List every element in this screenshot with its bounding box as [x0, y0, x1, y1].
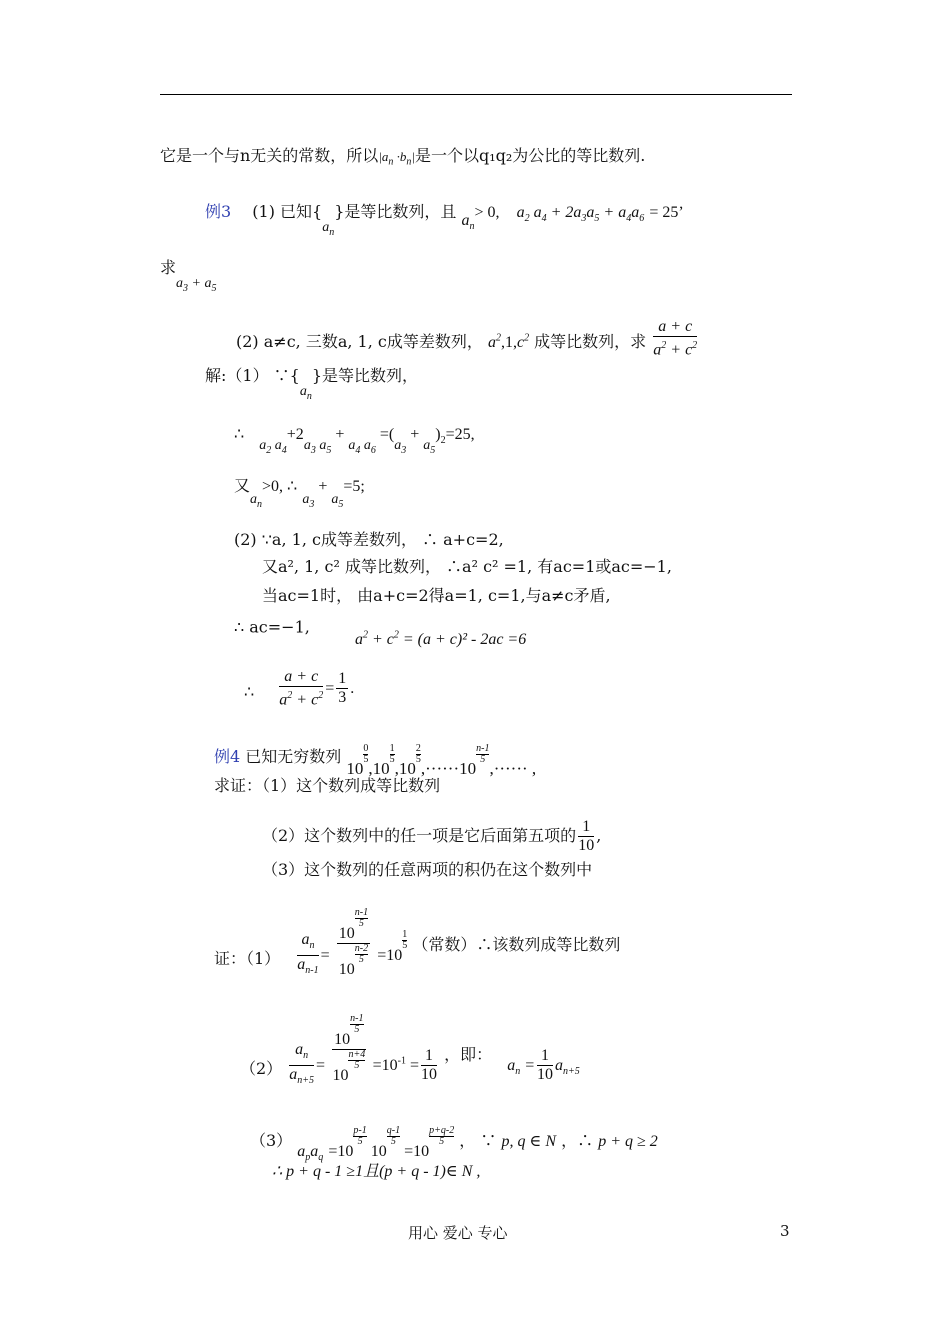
example-3-part-2: (2) a≠c, 三数a, 1, c成等差数列， $a^2,1,c^2$ 成等比数列，求 $\frac{a + c}{a^2 + c^2}$ — [236, 318, 698, 359]
example-3-part-1: 例3 (1) 已知$\{a_n\}$是等比数列，且 $a_n> 0$, $a_2$ $a_4 + 2a_3a_5 + a_4a_6 = 25$’ — [205, 202, 684, 238]
header-rule — [160, 94, 792, 95]
example-4-given: 例4 已知无穷数列 10 $\frac{0}{5}$ ,10 $\frac{1}{5}$ ,10 $\frac{2}{5}$ ,······10 $\frac{n-1}{5}$ ,······ , — [214, 743, 537, 778]
solution-part-2-line-2: 又a², 1, c² 成等比数列， ∴a² c² =1, 有ac=1或ac=−1, — [262, 557, 672, 576]
page-number: 3 — [780, 1222, 790, 1240]
example-3-label: 例3 — [205, 202, 232, 221]
solution-part-2-line-1: (2) ∵a, 1, c成等差数列， ∴ a+c=2, — [234, 530, 504, 549]
solution-conclusion: ∴ $\frac{a + c}{a^2 + c^2}$ = $\frac{1}{3}$ . — [244, 668, 355, 709]
footer-slogan: 用心 爱心 专心 — [408, 1224, 508, 1242]
example-4-label: 例4 — [214, 747, 241, 766]
example-4-prove-3: （3）这个数列的任意两项的积仍在这个数列中 — [262, 860, 593, 879]
solution-line-3: 又$a_n>0$, ∴ $a_3 + a_5=5$; — [234, 476, 365, 510]
solution-heading: 解:（1） $\because\{a_n\}$是等比数列， — [205, 366, 419, 402]
proof-line-3: （3） $a_pa_q =10$ $\frac{p-1}{5}$ 10 $\frac{q-1}{5}$ =10 $\frac{p+q-2}{5}$ ， ∵ p, q ∈ N ，∴ p + q ≥ 2 — [250, 1125, 658, 1164]
solution-line-2: ∴ $a_2$ $a_4+2a_3$ $a_5 + a_4$ $a_6 =(a_3 + a_5)_2=25$, — [234, 424, 475, 456]
proof-line-1: 证：（1） $\frac{a_n}{a_{n-1}}$ = 10 $\frac{n-1}{5}$ 10 $\frac{n-2}{5}$ =10 $\frac{1}{5}$ （常数）∴该数列成等比数列 — [214, 904, 620, 984]
example-4-prove-1: 求证：（1）这个数列成等比数列 — [214, 776, 441, 795]
example-4-prove-2: （2）这个数列中的任一项是它后面第五项的 $\frac{1}{10}$ , — [262, 818, 602, 854]
text-line-1: 它是一个与n无关的常数，所以$|a_n \cdot b_n|$是一个以q₁q₂为公比的等比数列. — [160, 146, 646, 168]
proof-line-4: ∴ p + q - 1 ≥1且(p + q - 1)∈ N , — [272, 1163, 481, 1180]
solution-part-2-line-4: ∴ ac=−1, $a^2 + c^2 = (a + c)^2 - 2ac =6$ — [234, 617, 527, 649]
solution-part-2-line-3: 当ac=1时， 由a+c=2得a=1, c=1,与a≠c矛盾, — [262, 586, 611, 605]
example-3-ask: 求$a_3 + a_5$ — [160, 258, 217, 294]
proof-line-2: （2） $\frac{a_n}{a_{n+5}}$ = 10 $\frac{n-1}{5}$ 10 $\frac{n+4}{5}$ $=10^{-1}$ = $\frac{1}{10}$ ，即： $a_n$ = $\frac{1}{10}$ $a_{n+5}$ — [240, 1013, 580, 1087]
